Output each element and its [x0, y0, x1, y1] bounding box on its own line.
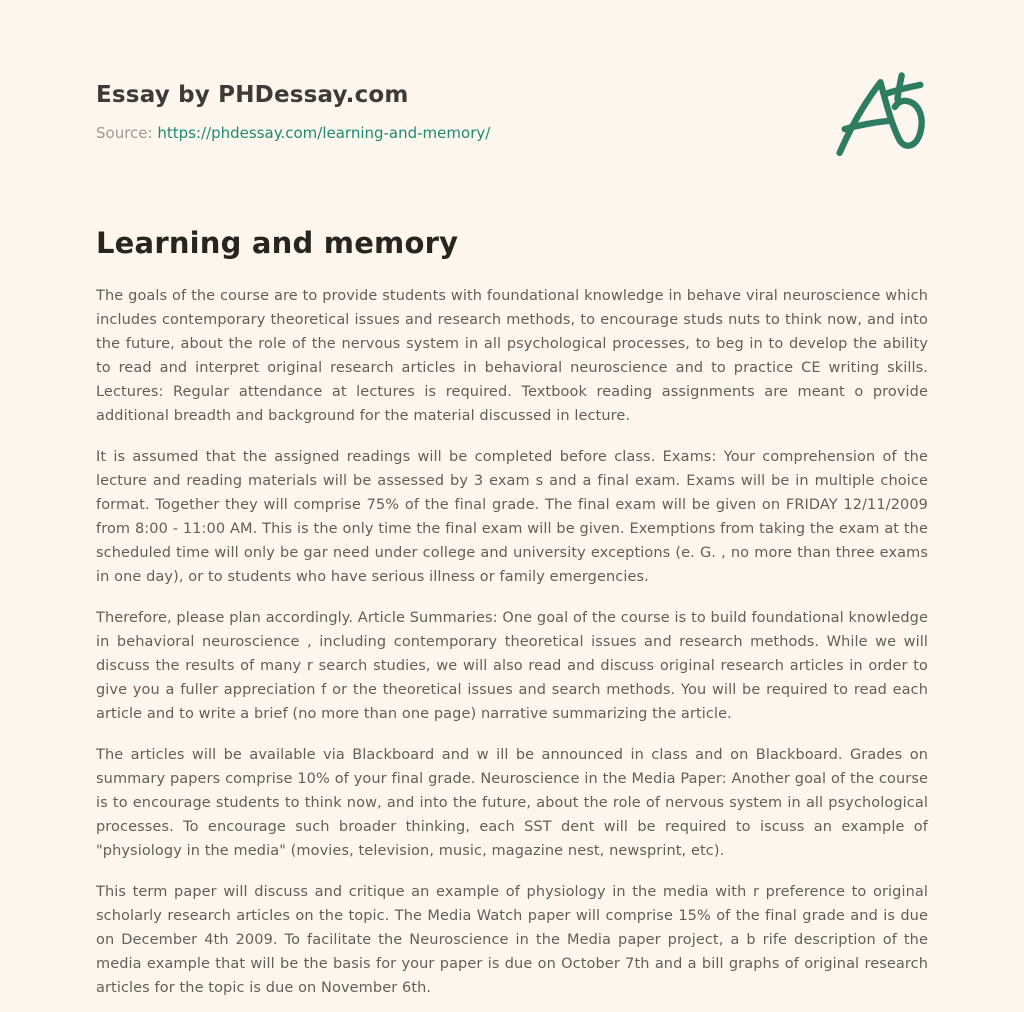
- essay-paragraph-2: It is assumed that the assigned readings will be completed before class. Exams: Your comprehension of the lecture and reading materials will be assessed by 3 exam s and a final exam. Exams will be in multiple choice format. Together they will comprise 75% of the final grade. The final exam will be given on FRIDAY 12/11/2009 from 8:00 - 11:00 AM. This is the only time the final exam will be given. Exemptions from taking the exam at the scheduled time will only be gar need under college and university exceptions (e. G. , no more than three exams in one day), or to students who have serious illness or family emergencies.: [96, 449, 928, 585]
- source-line: [96, 124, 490, 142]
- essay-body: [96, 284, 928, 1000]
- essay-paragraph-3: Therefore, please plan accordingly. Article Summaries: One goal of the course is to build foundational knowledge in behavioral neuroscience , including contemporary theoretical issues and research methods. While we will discuss the results of many r search studies, we will also read and discuss original research articles in order to give you a fuller appreciation f or the theoretical issues and search methods. You will be required to read each article and to write a brief (no more than one page) narrative summarizing the article.: [96, 610, 928, 722]
- source-label: Source:: [96, 124, 153, 142]
- site-title: Essay by PHDessay.com: [96, 82, 409, 108]
- source-link[interactable]: https://phdessay.com/learning-and-memory/: [157, 124, 491, 142]
- essay-paragraph-5: This term paper will discuss and critique an example of physiology in the media with r preference to original scholarly research articles on the topic. The Media Watch paper will comprise 15% of the final grade and is due on December 4th 2009. To facilitate the Neuroscience in the Media paper project, a b rife description of the media example that will be the basis for your paper is due on October 7th and a bill graphs of original research articles for the topic is due on November 6th.: [96, 884, 928, 996]
- a-plus-logo-icon: [826, 70, 928, 166]
- phdessay-logo: [826, 70, 928, 166]
- header-text-block: [96, 76, 490, 142]
- essay-paragraph-4: The articles will be available via Blackboard and w ill be announced in class and on Blackboard. Grades on summary papers comprise 10% of your final grade. Neuroscience in the Media Paper: Another goal of the course is to encourage students to think now, and into the future, about the role of nervous system in all psychological processes. To encourage such broader thinking, each SST dent will be required to iscuss an example of "physiology in the media" (movies, television, music, magazine nest, newsprint, etc).: [96, 747, 928, 859]
- header: [96, 76, 928, 166]
- essay-paragraph-1: The goals of the course are to provide students with foundational knowledge in behave viral neuroscience which includes contemporary theoretical issues and research methods, to encourage studs nuts to think now, and into the future, about the role of the nervous system in all psychological processes, to beg in to develop the ability to read and interpret original research articles in behavioral neuroscience and to practice CE writing skills. Lectures: Regular attendance at lectures is required. Textbook reading assignments are meant o provide additional breadth and background for the material discussed in lecture.: [96, 288, 928, 424]
- essay-title: Learning and memory: [96, 226, 459, 260]
